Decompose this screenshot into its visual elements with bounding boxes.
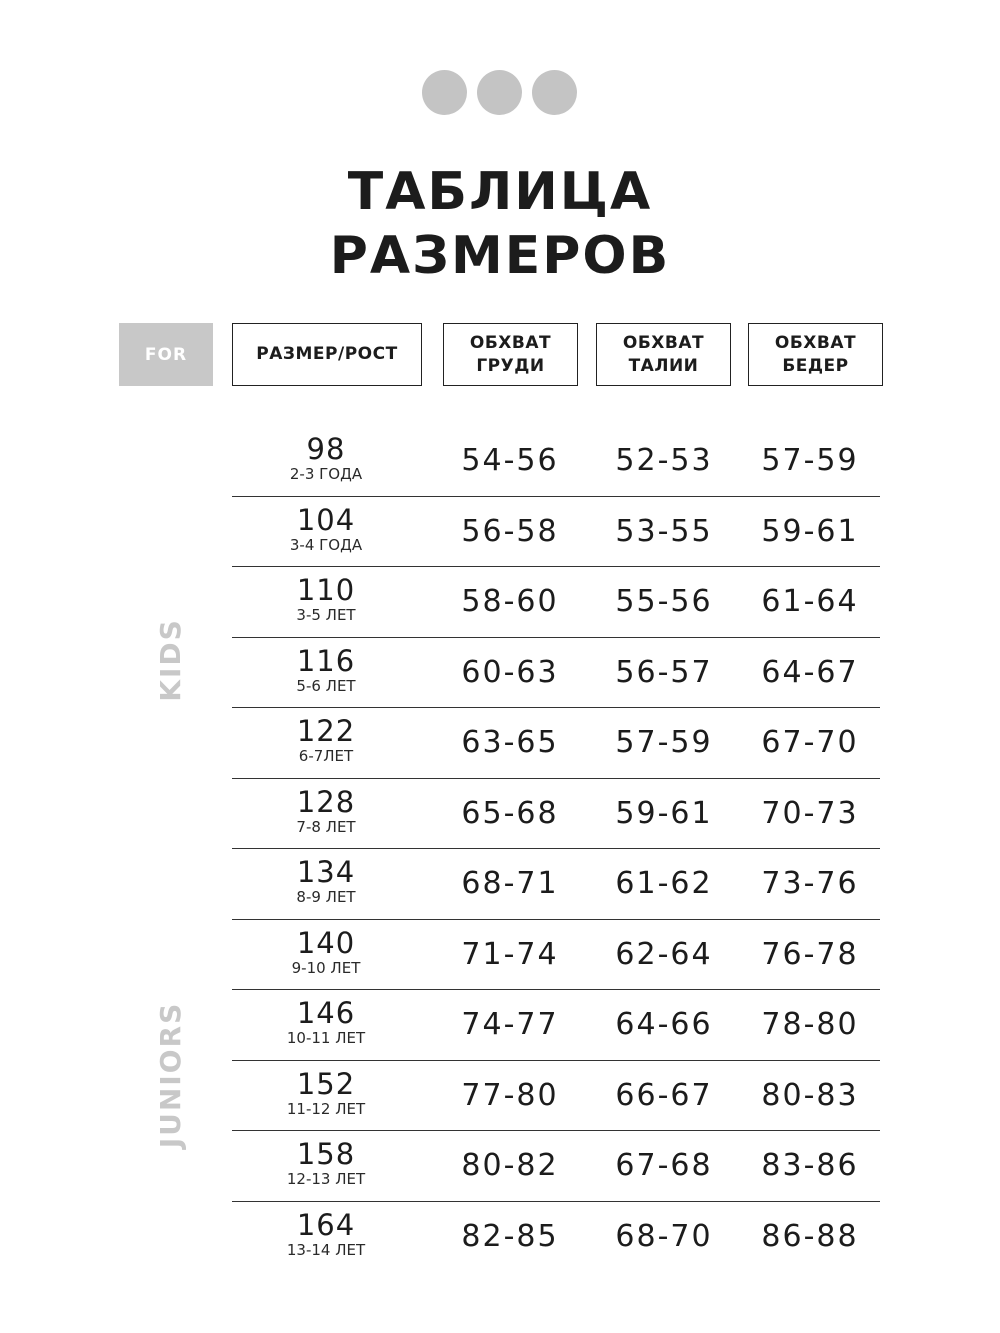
chest-value: 77-80 xyxy=(461,1077,559,1113)
header-waist: ОБХВАТ ТАЛИИ xyxy=(596,323,731,386)
table-row xyxy=(232,990,880,1061)
hips-value: 73-76 xyxy=(761,866,859,901)
dot-icon xyxy=(477,70,522,115)
size-value: 98 xyxy=(306,432,346,466)
table-row xyxy=(232,638,880,709)
age-value: 12-13 ЛЕТ xyxy=(286,1170,366,1188)
size-value: 128 xyxy=(296,784,356,819)
waist-value: 53-55 xyxy=(615,513,713,549)
hips-value: 76-78 xyxy=(761,936,859,972)
size-table xyxy=(232,426,880,1272)
page-title xyxy=(0,160,1000,288)
size-value: 110 xyxy=(296,573,356,607)
table-row xyxy=(232,849,880,920)
hips-value: 80-83 xyxy=(761,1077,859,1113)
size-cell xyxy=(232,1139,420,1188)
table-row xyxy=(232,1202,880,1273)
waist-value: 61-62 xyxy=(615,866,713,901)
waist-value: 66-67 xyxy=(615,1077,713,1113)
table-row xyxy=(232,426,880,497)
header-size-height: РАЗМЕР/РОСТ xyxy=(232,323,422,386)
hips-value: 78-80 xyxy=(761,1007,859,1042)
size-cell xyxy=(232,643,420,695)
waist-value: 52-53 xyxy=(615,443,713,478)
chest-value: 68-71 xyxy=(461,866,559,901)
size-cell xyxy=(232,857,420,906)
age-value: 3-5 ЛЕТ xyxy=(296,606,356,624)
title-line-1: ТАБЛИЦА xyxy=(347,162,653,222)
age-value: 10-11 ЛЕТ xyxy=(286,1029,366,1047)
chest-value: 80-82 xyxy=(461,1148,559,1183)
age-value: 11-12 ЛЕТ xyxy=(286,1099,366,1118)
size-value: 122 xyxy=(296,714,356,748)
age-value: 8-9 ЛЕТ xyxy=(296,888,356,906)
hips-value: 83-86 xyxy=(761,1148,859,1183)
chest-value: 65-68 xyxy=(461,795,559,831)
for-label: FOR xyxy=(119,323,213,386)
chest-value: 58-60 xyxy=(461,584,559,619)
table-row xyxy=(232,1131,880,1202)
size-value: 146 xyxy=(296,996,356,1030)
size-cell xyxy=(232,502,420,554)
waist-value: 62-64 xyxy=(615,936,713,972)
side-label-juniors: JUNIORS xyxy=(154,1001,187,1149)
size-cell xyxy=(232,998,420,1047)
age-value: 13-14 ЛЕТ xyxy=(286,1240,366,1259)
hips-value: 70-73 xyxy=(761,795,859,831)
chest-value: 74-77 xyxy=(461,1007,559,1042)
chest-value: 54-56 xyxy=(461,443,559,478)
chest-value: 71-74 xyxy=(461,936,559,972)
dot-icon xyxy=(532,70,577,115)
size-cell xyxy=(232,925,420,977)
age-value: 6-7ЛЕТ xyxy=(298,747,354,765)
chest-value: 82-85 xyxy=(461,1218,559,1254)
waist-value: 57-59 xyxy=(615,725,713,760)
waist-value: 68-70 xyxy=(615,1218,713,1254)
table-row xyxy=(232,708,880,779)
size-cell xyxy=(232,434,420,483)
waist-value: 55-56 xyxy=(615,584,713,619)
size-value: 152 xyxy=(296,1066,356,1101)
chest-value: 56-58 xyxy=(461,513,559,549)
size-value: 164 xyxy=(296,1207,356,1242)
table-row xyxy=(232,1061,880,1132)
size-value: 104 xyxy=(296,502,356,537)
size-cell xyxy=(232,575,420,624)
hips-value: 67-70 xyxy=(761,725,859,760)
chest-value: 63-65 xyxy=(461,725,559,760)
waist-value: 64-66 xyxy=(615,1007,713,1042)
size-value: 158 xyxy=(296,1137,356,1171)
age-value: 2-3 ГОДА xyxy=(289,465,363,483)
hips-value: 64-67 xyxy=(761,654,859,690)
size-value: 134 xyxy=(296,855,356,889)
table-row xyxy=(232,920,880,991)
size-cell xyxy=(232,1066,420,1118)
hips-value: 61-64 xyxy=(761,584,859,619)
header-chest: ОБХВАТ ГРУДИ xyxy=(443,323,578,386)
waist-value: 59-61 xyxy=(615,795,713,831)
hips-value: 57-59 xyxy=(761,443,859,478)
table-row xyxy=(232,567,880,638)
table-row xyxy=(232,779,880,850)
size-value: 140 xyxy=(296,925,356,960)
age-value: 7-8 ЛЕТ xyxy=(296,817,356,836)
size-value: 116 xyxy=(296,643,356,678)
size-cell xyxy=(232,716,420,765)
waist-value: 67-68 xyxy=(615,1148,713,1183)
age-value: 5-6 ЛЕТ xyxy=(296,676,356,695)
hips-value: 59-61 xyxy=(761,513,859,549)
size-cell xyxy=(232,784,420,836)
age-value: 3-4 ГОДА xyxy=(289,535,363,554)
dot-icon xyxy=(422,70,467,115)
side-label-kids: KIDS xyxy=(154,618,187,702)
chest-value: 60-63 xyxy=(461,654,559,690)
table-row xyxy=(232,497,880,568)
waist-value: 56-57 xyxy=(615,654,713,690)
age-value: 9-10 ЛЕТ xyxy=(291,958,361,977)
header-hips: ОБХВАТ БЕДЕР xyxy=(748,323,883,386)
decorative-dots xyxy=(422,70,577,115)
title-line-2: РАЗМЕРОВ xyxy=(329,226,671,286)
size-cell xyxy=(232,1207,420,1259)
hips-value: 86-88 xyxy=(761,1218,859,1254)
